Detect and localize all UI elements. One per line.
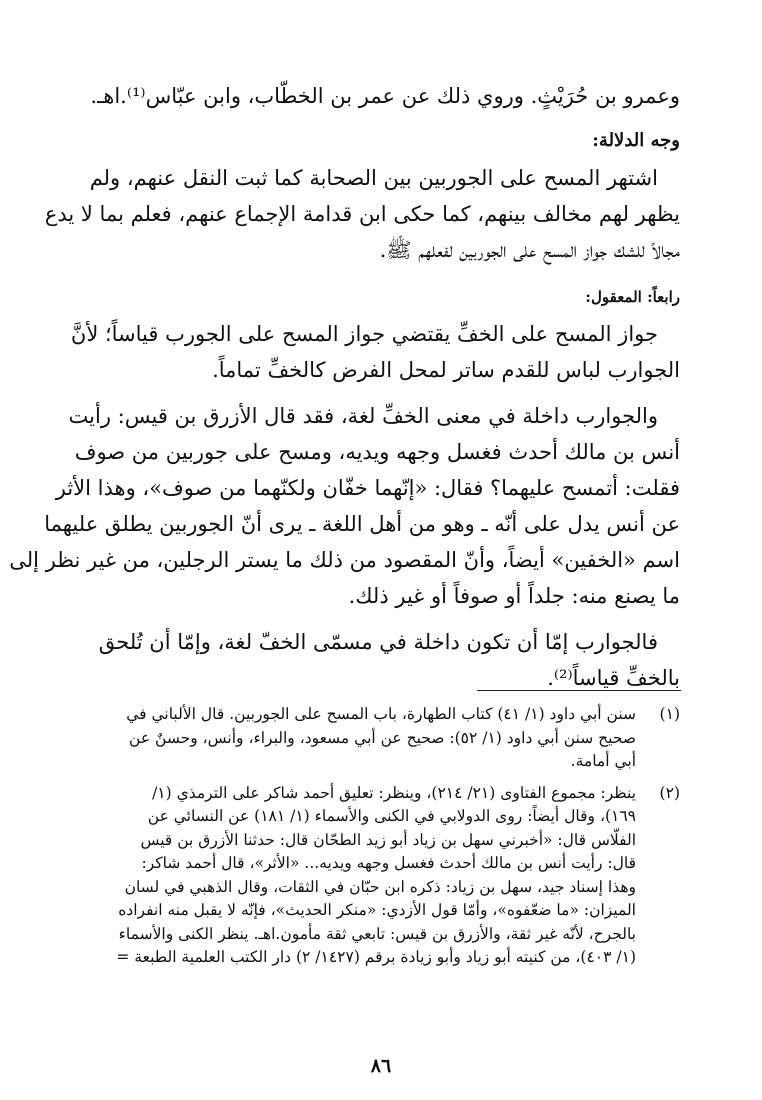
paragraph-line: اسم «الخفين» أيضاً، وأنّ المقصود من ذلك ما يستر الرجلين، من غير نظر إلى xyxy=(9,548,680,572)
footnote-2 xyxy=(80,782,680,970)
footnote-line: سنن أبي داود (١/ ٤١) كتاب الطهارة، باب المسح على الجوربين. قال الألباني في xyxy=(126,705,636,723)
footnote-line: أبي أمامة. xyxy=(570,752,636,770)
paragraph-line: جواز المسح على الخفِّ يقتضي جواز المسح على الجورب قياساً؛ لأنَّ xyxy=(70,322,658,346)
footnote-line: الفلّاس قال: «أخبرني سهل بن زياد أبو زيد الطحّان قال: حدثنا الأزرق بن قيس xyxy=(140,830,636,849)
footnote-line: صحيح سنن أبي داود (١/ ٥٢): صحيح عن أبي مسعود، والبراء، وأنس، وحسنٌ عن xyxy=(129,728,636,747)
main-text xyxy=(9,78,680,696)
paragraph-line: والجوارب داخلة في معنى الخفِّ لغة، فقد قال الأزرق بن قيس: رأيت xyxy=(68,404,658,428)
paragraph-line: ما يصنع منه: جلداً أو صوفاً أو غير ذلك. xyxy=(348,584,680,608)
section-heading-reason: رابعاً: المعقول: xyxy=(585,288,680,306)
footnote-line: بالجرح، لأنّه غير ثقة، والأزرق بن قيس: تابعي ثقة مأمون.اهـ. ينظر الكنى والأسماء xyxy=(118,924,636,943)
paragraph-line: فالجوارب إمّا أن تكون داخلة في مسمّى الخفّ لغة، وإمّا أن تُلحق xyxy=(98,630,658,654)
footnote-line: ينظر: مجموع الفتاوى (٢١/ ٢١٤)، وينظر: تعليق أحمد شاكر على الترمذي (١/ xyxy=(152,783,636,802)
footnote-divider xyxy=(477,690,681,691)
paragraph-line: مجالاً للشك جواز المسح على الجوربين لفعلهم ﷺ. xyxy=(379,238,680,262)
paragraph-line: بالخفِّ قياساً⁽²⁾. xyxy=(547,666,680,690)
paragraph-line: فقلت: أتمسح عليهما؟ فقال: «إنّهما خفّان ولكنّهما من صوف»، وهذا الأثر xyxy=(55,476,680,500)
footnote-line: الميزان: «ما ضعّفوه»، وأمّا قول الأزدي: «منكر الحديث»، فإنّه لا يقبل منه انفراده xyxy=(118,901,636,919)
page-number: ٨٦ xyxy=(370,1055,392,1077)
footnote-line: وهذا إسناد جيد، سهل بن زياد: ذكره ابن حبّان في الثقات، وقال الذهبي في لسان xyxy=(124,877,636,896)
paragraph-line: عن أنس يدل على أنّه ـ وهو من أهل اللغة ـ يرى أنّ الجوربين يطلق عليهما xyxy=(44,512,680,536)
footnote-number: (١) xyxy=(659,705,680,723)
footnote-line: (١/ ٤٠٣)، من كنيته أبو زياد وأبو زيادة برقم (١٤٢٧/ ٢) دار الكتب العلمية الطبعة = xyxy=(116,948,636,966)
section-heading-evidence: وجه الدلالة: xyxy=(592,130,680,151)
paragraph-line: الجوارب لباس للقدم ساتر لمحل الفرض كالخفِّ تماماً. xyxy=(212,358,680,382)
paragraph-analogy xyxy=(70,316,680,388)
footnote-line: قال: رأيت أنس بن مالك أحدث فغسل وجهه ويديه... «الأثر»، قال أحمد شاكر: xyxy=(141,854,636,872)
footnotes xyxy=(80,703,680,978)
footnote-line: ١٦٩)، وقال أيضاً: روى الدولابي في الكنى والأسماء (١/ ١٨١) عن النسائي عن xyxy=(147,807,636,825)
paragraph-consensus xyxy=(44,160,680,268)
paragraph-line: اشتهر المسح على الجوربين بين الصحابة كما ثبت النقل عنهم، ولم xyxy=(89,166,658,190)
footnote-number: (٢) xyxy=(659,783,680,802)
footnote-1 xyxy=(80,703,680,774)
paragraph-line: يظهر لهم مخالف بينهم، كما حكى ابن قدامة الإجماع عنهم، فعلم بما لا يدع xyxy=(44,202,680,226)
continuation-line: وعمرو بن حُرَيْثٍ. وروي ذلك عن عمر بن الخطّاب، وابن عبّاس⁽¹⁾.اهـ. xyxy=(90,84,680,108)
paragraph-conclusion xyxy=(80,624,680,696)
paragraph-language xyxy=(9,398,680,614)
paragraph-line: أنس بن مالك أحدث فغسل وجهه ويديه، ومسح على جوربين من صوف xyxy=(74,440,680,464)
